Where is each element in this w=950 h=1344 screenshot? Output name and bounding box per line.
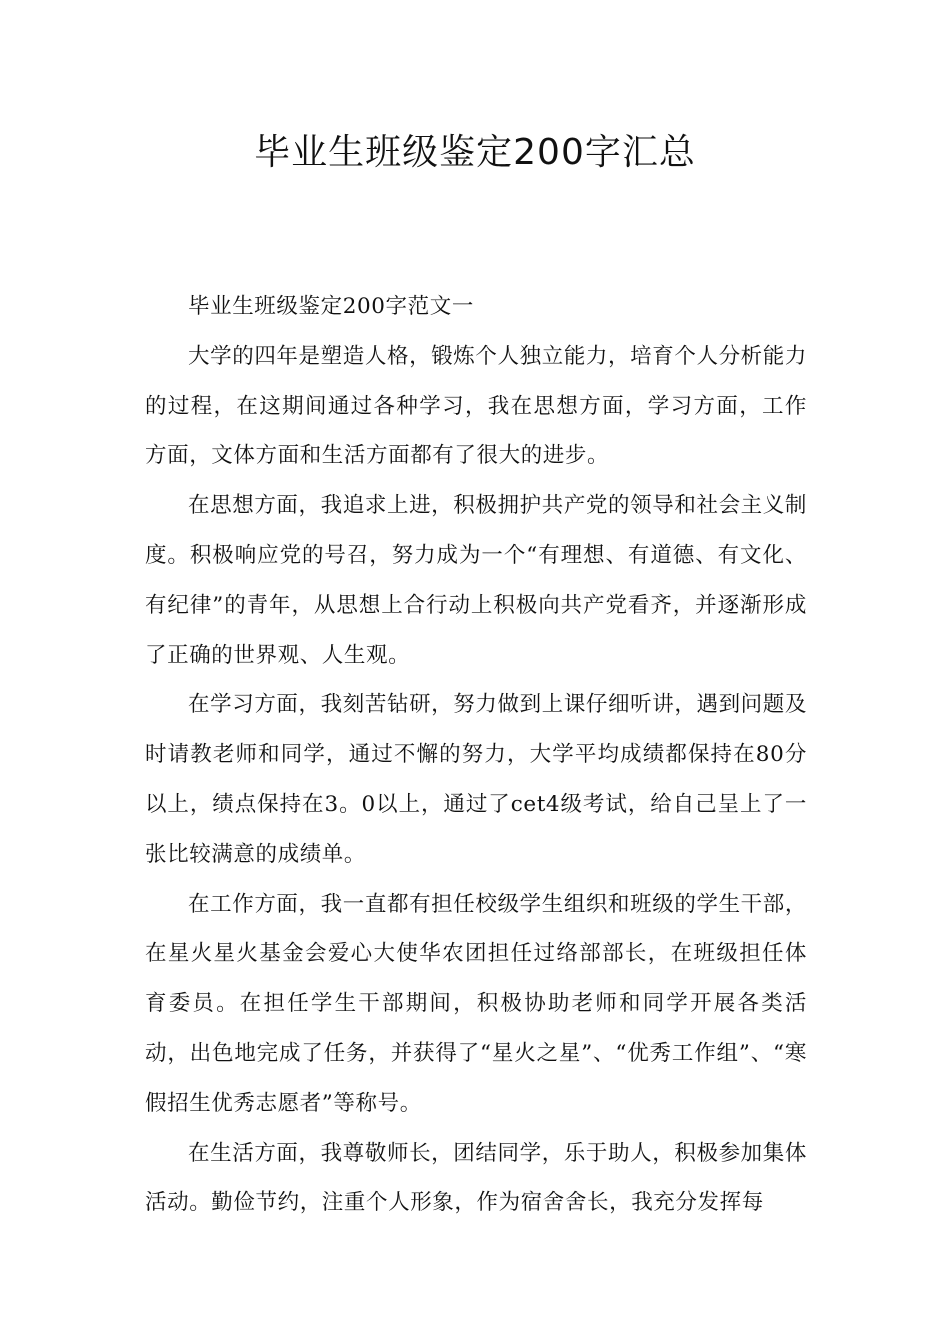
paragraph-study: 在学习方面，我刻苦钻研，努力做到上课仔细听讲，遇到问题及时请教老师和同学，通过不懈的努力，大学平均成绩都保持在80分以上，绩点保持在3。0以上，通过了cet4级考试，给自己呈上了一张比较满意的成绩单。 [145, 692, 807, 867]
document-title: 毕业生班级鉴定200字汇总 [254, 132, 696, 173]
paragraph-ideology: 在思想方面，我追求上进，积极拥护共产党的领导和社会主义制度。积极响应党的号召，努力成为一个“有理想、有道德、有文化、有纪律”的青年，从思想上合行动上积极向共产党看齐，并逐渐形成了正确的世界观、人生观。 [145, 493, 807, 668]
paragraph-work: 在工作方面，我一直都有担任校级学生组织和班级的学生干部，在星火星火基金会爱心大使华农团担任过络部部长，在班级担任体育委员。在担任学生干部期间，积极协助老师和同学开展各类活动，出色地完成了任务，并获得了“星火之星”、“优秀工作组”、“寒假招生优秀志愿者”等称号。 [145, 891, 807, 1116]
document-body [145, 282, 807, 1228]
paragraph-intro: 大学的四年是塑造人格，锻炼个人独立能力，培育个人分析能力的过程，在这期间通过各种学习，我在思想方面，学习方面，工作方面，文体方面和生活方面都有了很大的进步。 [145, 343, 807, 469]
paragraph-life: 在生活方面，我尊敬师长，团结同学，乐于助人，积极参加集体活动。勤俭节约，注重个人形象，作为宿舍舍长，我充分发挥每 [145, 1140, 807, 1216]
section-heading: 毕业生班级鉴定200字范文一 [188, 294, 474, 319]
